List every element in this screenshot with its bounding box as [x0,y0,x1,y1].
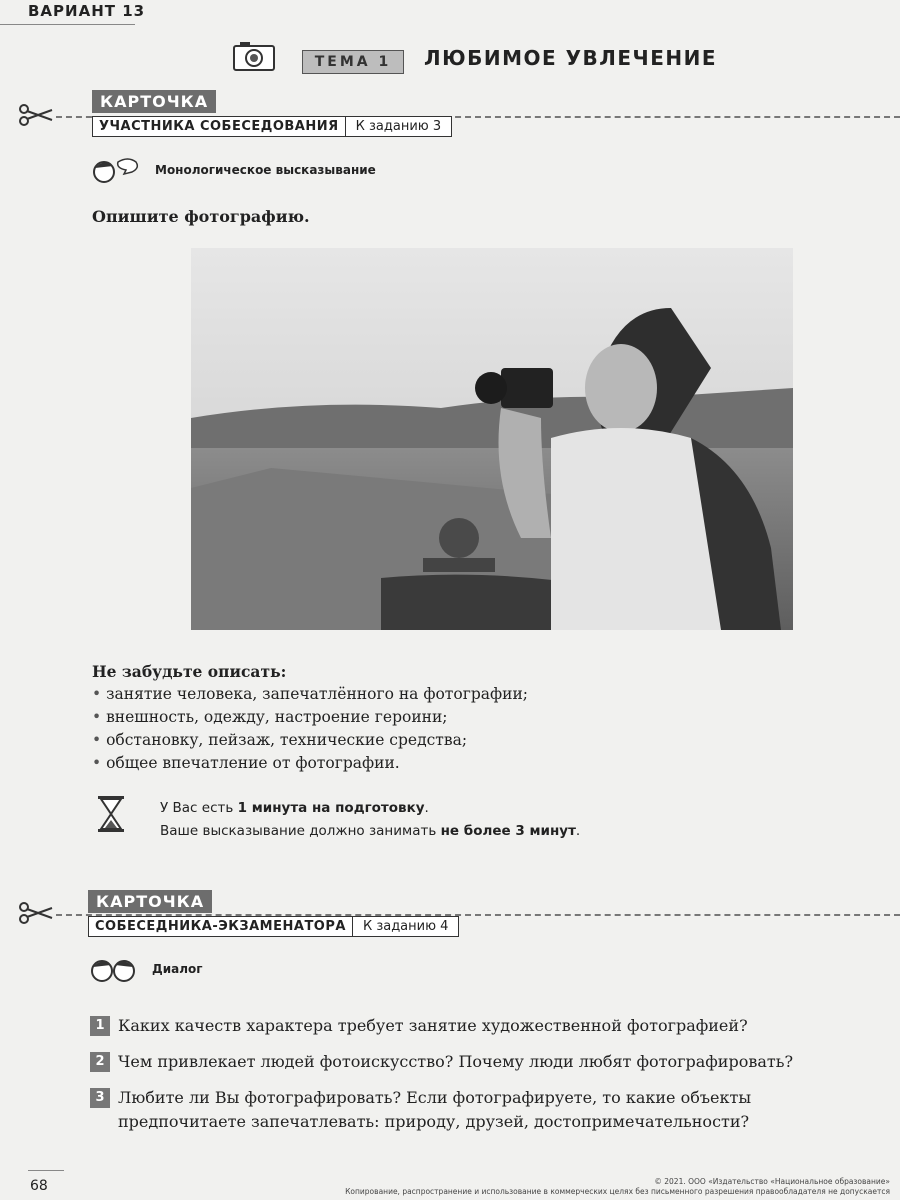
scissors-icon [18,902,54,924]
topic-label: ТЕМА 1 [302,50,404,74]
scissors-icon [18,104,54,126]
list-item: • обстановку, пейзаж, технические средства; [92,729,528,752]
divider [0,24,135,25]
question-row [90,1086,890,1134]
hourglass-icon [96,795,126,833]
question-row [90,1050,890,1074]
card-subtitle: УЧАСТНИКА СОБЕСЕДОВАНИЯ [92,116,346,137]
question-text: Любите ли Вы фотографировать? Если фотографируете, то какие объекты предпочитаете запечатлевать: природу, друзей, достопримечательности? [118,1088,752,1131]
list-item: • внешность, одежду, настроение героини; [92,706,528,729]
page-number: 68 [30,1178,48,1194]
speaker-icon [92,156,140,190]
card-title: КАРТОЧКА [92,90,216,113]
section-label: Диалог [152,962,203,976]
list-item: • общее впечатление от фотографии. [92,752,528,775]
variant-label: ВАРИАНТ 13 [28,2,146,20]
dialog-icon [90,955,136,987]
preparation-info [160,797,580,843]
question-number: 1 [90,1016,110,1036]
question-row [90,1014,890,1038]
photo-woman-with-camera [191,248,793,630]
prep-line-1: У Вас есть 1 минута на подготовку. [160,800,429,816]
card-title: КАРТОЧКА [88,890,212,913]
list-item: • занятие человека, запечатлённого на фотографии; [92,683,528,706]
topic-title: ЛЮБИМОЕ УВЛЕЧЕНИЕ [424,46,717,70]
camera-icon [232,40,276,72]
divider [28,1170,64,1171]
card-task: К заданию 4 [353,916,460,937]
copyright: © 2021. ООО «Издательство «Национальное образование» Копирование, распространение и использование в коммерческих целях без письменного разрешения правообладателя не допускается [345,1177,890,1196]
card-task: К заданию 3 [346,116,453,137]
card-subtitle: СОБЕСЕДНИКА-ЭКЗАМЕНАТОРА [88,916,353,937]
question-text: Каких качеств характера требует занятие художественной фотографией? [118,1016,748,1035]
question-number: 3 [90,1088,110,1108]
section-label: Монологическое высказывание [155,163,376,177]
question-text: Чем привлекает людей фотоискусство? Почему люди любят фотографировать? [118,1052,794,1071]
remember-heading: Не забудьте описать: [92,662,287,681]
prep-line-2: Ваше высказывание должно занимать не более 3 минут. [160,823,581,839]
question-number: 2 [90,1052,110,1072]
remember-list [92,660,528,775]
instruction-heading: Опишите фотографию. [92,207,310,226]
